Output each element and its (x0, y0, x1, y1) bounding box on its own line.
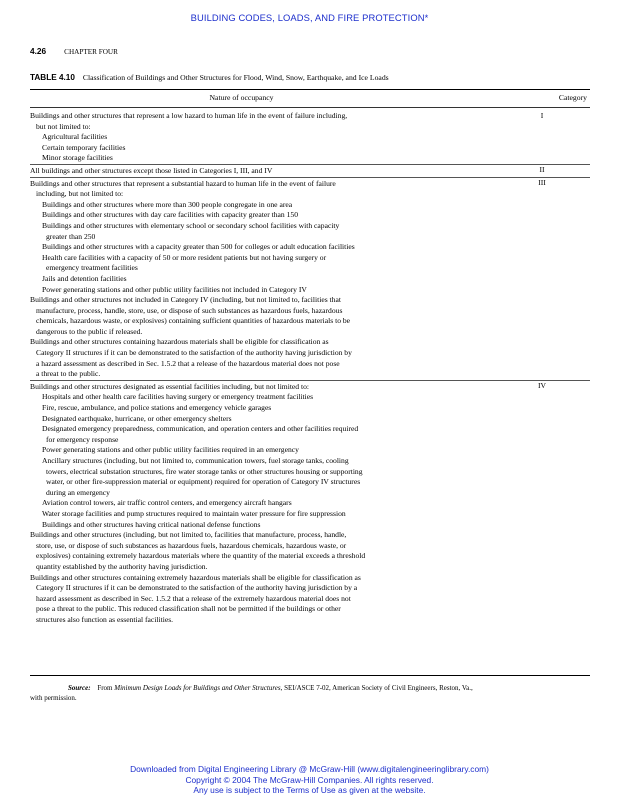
occupancy-text-line: explosives) containing extremely hazardous materials where the quantity of the material exceeds a threshold (36, 551, 366, 561)
occupancy-text-line: Ancillary structures (including, but not limited to, communication towers, fuel storage tanks, cooling (42, 456, 349, 465)
occupancy-text-line: Buildings and other structures where more than 300 people congregate in one area (42, 199, 293, 209)
category-cell: I (540, 111, 544, 120)
occupancy-text-line: Buildings and other structures containing extremely hazardous materials shall be eligible for classification as (30, 572, 361, 582)
occupancy-text-line: Buildings and other structures with day care facilities with capacity greater than 150 (42, 210, 298, 220)
occupancy-text-line: greater than 250 (46, 231, 96, 241)
occupancy-text-line: Category II structures if it can be demonstrated to the satisfaction of the authority having jurisdiction by (36, 348, 352, 358)
occupancy-text-line: chemicals, hazardous waste, or explosives) containing sufficient quantities of hazardous materials to be (36, 316, 351, 326)
occupancy-text-line: Buildings and other structures with a capacity greater than 500 for colleges or adult education facilities (42, 242, 355, 252)
occupancy-text-line: Hospitals and other health care facilities having surgery or emergency treatment facilities (42, 392, 314, 402)
table-row (30, 164, 590, 177)
occupancy-text-line: Buildings and other structures that represent a low hazard to human life in the event of failure including, (30, 111, 348, 120)
occupancy-text-line: pose a threat to the public. This reduced classification shall not be permitted if the buildings or other (36, 604, 341, 614)
occupancy-text-line: but not limited to: (36, 121, 91, 131)
occupancy-text-line: Category II structures if it can be demonstrated to the satisfaction of the authority having jurisdiction by a (36, 583, 358, 593)
occupancy-text-line: including, but not limited to: (36, 189, 124, 199)
table-caption (30, 73, 570, 82)
table-source-note (30, 683, 565, 703)
occupancy-text-line: quantity established by the authority having jurisdiction. (36, 561, 208, 571)
occupancy-text-line: hazard assessment as described in Sec. 1.5.2 that a release of the extremely hazardous material does not (36, 593, 351, 603)
occupancy-text-line: dangerous to the public if released. (36, 326, 143, 336)
occupancy-text-line: Power generating stations and other public utility facilities not included in Category IV (42, 284, 307, 294)
running-head (30, 46, 118, 56)
occupancy-text-line: Agricultural facilities (42, 132, 108, 142)
occupancy-text-line: Buildings and other structures having critical national defense functions (42, 519, 261, 529)
table-row (30, 177, 590, 380)
table-header-row (30, 93, 590, 106)
occupancy-text-line: Water storage facilities and pump structures required to maintain water pressure for fire suppression (42, 508, 346, 518)
occupancy-text-line: towers, electrical substation structures, fire water storage tanks or other structures housing or supporting (46, 466, 363, 476)
occupancy-text-line: Buildings and other structures not included in Category IV (including, but not limited to, facilities that (30, 295, 341, 305)
occupancy-text-line: store, use, or dispose of such substances as hazardous fuels, hazardous chemicals, hazardous waste, or (36, 540, 347, 550)
source-line2: with permission. (30, 694, 77, 702)
table-row (30, 111, 590, 164)
table-number: TABLE 4.10 (30, 73, 75, 82)
footer-line-2: Copyright © 2004 The McGraw-Hill Companies. All rights reserved. (185, 774, 434, 785)
column-header-occupancy: Nature of occupancy (209, 93, 274, 102)
occupancy-text-line: for emergency response (46, 434, 119, 444)
chapter-label: CHAPTER FOUR (64, 48, 118, 56)
table-title: Classification of Buildings and Other Structures for Flood, Wind, Snow, Earthquake, and Ice Loads (82, 73, 389, 82)
occupancy-text-line: structures also function as essential facilities. (36, 614, 174, 624)
occupancy-text-line: emergency treatment facilities (46, 263, 138, 273)
occupancy-text-line: Minor storage facilities (42, 153, 113, 163)
occupancy-text-line: Aviation control towers, air traffic control centers, and emergency aircraft hangars (42, 498, 292, 508)
occupancy-text-line: during an emergency (46, 487, 110, 497)
occupancy-text-line: Buildings and other structures with elementary school or secondary school facilities with capacity (42, 220, 340, 230)
occupancy-text-line: manufacture, process, handle, store, use, or dispose of such substances as hazardous fuels, hazardous (36, 305, 343, 315)
occupancy-text-line: Certain temporary facilities (42, 142, 126, 152)
occupancy-text-line: Designated earthquake, hurricane, or other emergency shelters (42, 413, 232, 423)
occupancy-text-line: a hazard assessment as described in Sec. 1.5.2 that a release of the hazardous material does not pose (36, 358, 340, 368)
occupancy-text-line: Buildings and other structures designated as essential facilities including, but not limited to: (30, 381, 310, 391)
occupancy-text-line: Buildings and other structures (including, but not limited to, facilities that manufacture, process, handle, (30, 530, 347, 540)
table-row (30, 380, 590, 626)
source-label: Source: (68, 684, 91, 692)
column-header-category: Category (558, 93, 587, 102)
occupancy-text-line: Buildings and other structures containing hazardous materials shall be eligible for classification as (30, 337, 329, 347)
page-number: 4.26 (30, 46, 47, 56)
occupancy-text-line: Power generating stations and other public utility facilities required in an emergency (42, 445, 299, 455)
occupancy-text-line: water, or other fire-suppression material or equipment) required for operation of Category IV structures (46, 477, 361, 487)
occupancy-text-line: Designated emergency preparedness, communication, and operation centers and other facilities required (42, 424, 359, 434)
occupancy-text-line: Health care facilities with a capacity of 50 or more resident patients but not having surgery or (42, 252, 327, 262)
category-cell: II (539, 164, 545, 174)
occupancy-text-line: Fire, rescue, ambulance, and police stations and emergency vehicle garages (42, 403, 272, 413)
table-body (30, 111, 590, 626)
source-rest: SEI/ASCE 7-02, American Society of Civil Engineers, Reston, Va., (284, 684, 473, 692)
footer-line-3: Any use is subject to the Terms of Use as given at the website. (193, 785, 426, 795)
table-top-rule (30, 89, 590, 90)
download-footer (0, 764, 619, 796)
occupancy-text-line: All buildings and other structures except those listed in Categories I, III, and IV (30, 165, 273, 175)
document-banner: BUILDING CODES, LOADS, AND FIRE PROTECTION* (190, 12, 429, 23)
occupancy-text-line: a threat to the public. (36, 369, 101, 379)
category-cell: III (538, 177, 546, 187)
table-header-rule (30, 107, 590, 108)
occupancy-text-line: Jails and detention facilities (42, 273, 127, 283)
footer-line-1: Downloaded from Digital Engineering Library @ McGraw-Hill (www.digitalengineeringlibrary.com) (130, 764, 489, 774)
source-prefix: From (97, 684, 113, 692)
source-title: Minimum Design Loads for Buildings and Other Structures, (114, 684, 283, 692)
occupancy-text-line: Buildings and other structures that represent a substantial hazard to human life in the event of failure (30, 178, 336, 188)
category-cell: IV (537, 380, 546, 390)
table-bottom-rule (30, 675, 590, 676)
